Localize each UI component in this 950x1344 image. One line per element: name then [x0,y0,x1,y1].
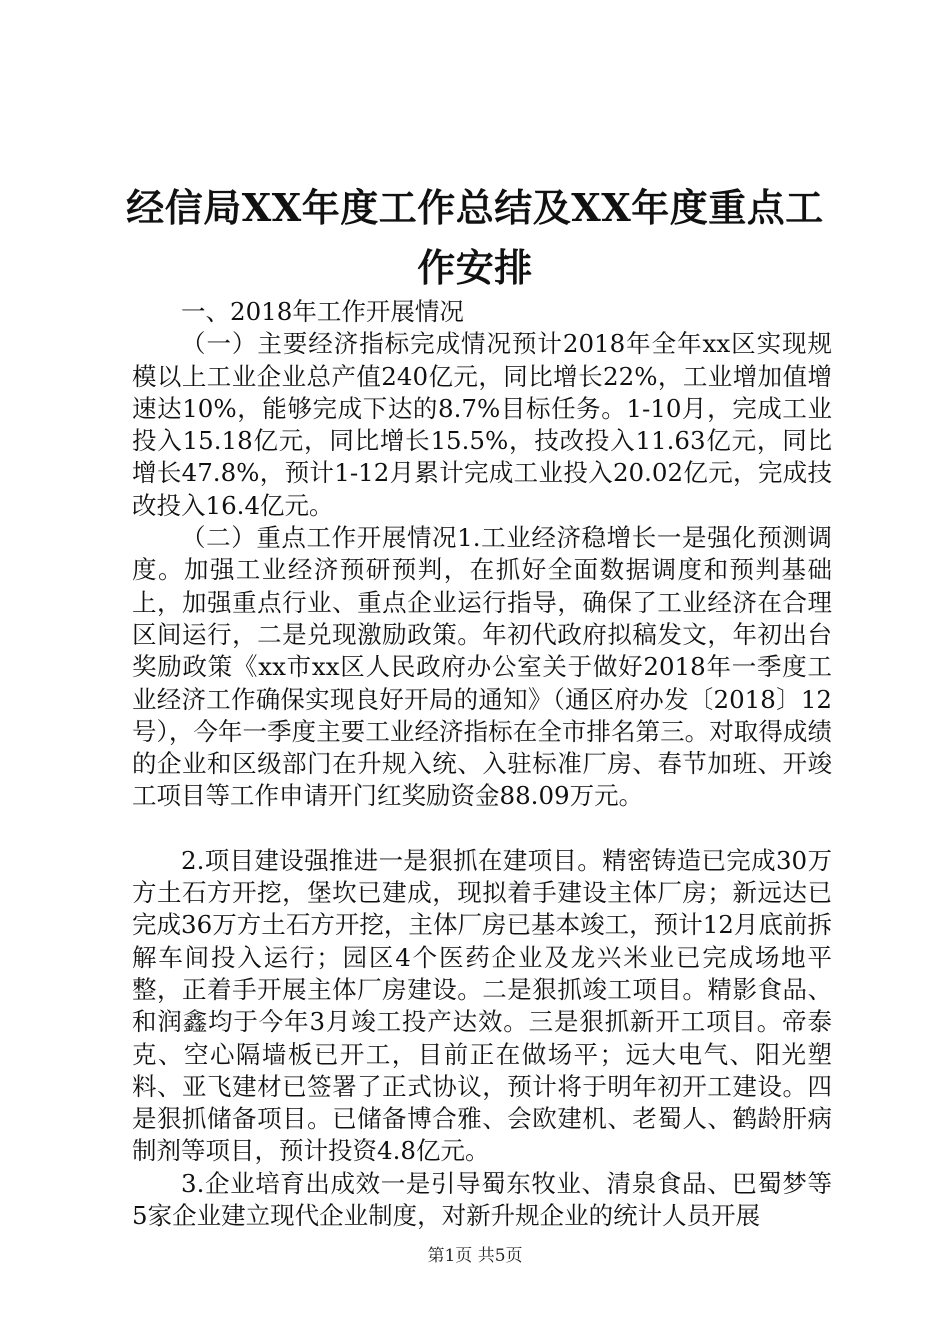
paragraph-economic-indicators: （一）主要经济指标完成情况预计2018年全年xx区实现规模以上工业企业总产值240亿元，同比增长22%，工业增加值增速达10%，能够完成下达的8.7%目标任务。1-10月，完成工业投入15.18亿元，同比增长15.5%，技改投入11.63亿元，同比增长47.8%，预计1-12月累计完成工业投入20.02亿元，完成技改投入16.4亿元。 [132,329,832,520]
paragraph-enterprise-cultivation: 3.企业培育出成效一是引导蜀东牧业、清泉食品、巴蜀梦等5家企业建立现代企业制度，对新升规企业的统计人员开展 [132,1168,832,1231]
page-number-footer: 第1页 共5页 [427,1246,523,1266]
document-body [132,296,832,1232]
section-heading: 一、2018年工作开展情况 [181,297,464,326]
paragraph-project-construction: 2.项目建设强推进一是狠抓在建项目。精密铸造已完成30万方土石方开挖，堡坎已建成，现拟着手建设主体厂房；新远达已完成36万方土石方开挖，主体厂房已基本竣工，预计12月底前拆解车间投入运行；园区4个医药企业及龙兴米业已完成场地平整，正着手开展主体厂房建设。二是狠抓竣工项目。精影食品、和润鑫均于今年3月竣工投产达效。三是狠抓新开工项目。帝泰克、空心隔墙板已开工，目前正在做场平；远大电气、阳光塑料、亚飞建材已签署了正式协议，预计将于明年初开工建设。四是狠抓储备项目。已储备博合雅、会欧建机、老蜀人、鹤龄肝病制剂等项目，预计投资4.8亿元。 [132,845,832,1166]
document-title: 经信局XX年度工作总结及XX年度重点工作安排 [126,185,824,290]
paragraph-key-work: （二）重点工作开展情况1.工业经济稳增长一是强化预测调度。加强工业经济预研预判，在抓好全面数据调度和预判基础上，加强重点行业、重点企业运行指导，确保了工业经济在合理区间运行，二是兑现激励政策。年初代政府拟稿发文，年初出台奖励政策《xx市xx区人民政府办公室关于做好2018年一季度工业经济工作确保实现良好开局的通知》（通区府办发〔2018〕12号），今年一季度主要工业经济指标在全市排名第三。对取得成绩的企业和区级部门在升规入统、入驻标准厂房、春节加班、开竣工项目等工作申请开门红奖励资金88.09万元。 [132,523,832,811]
